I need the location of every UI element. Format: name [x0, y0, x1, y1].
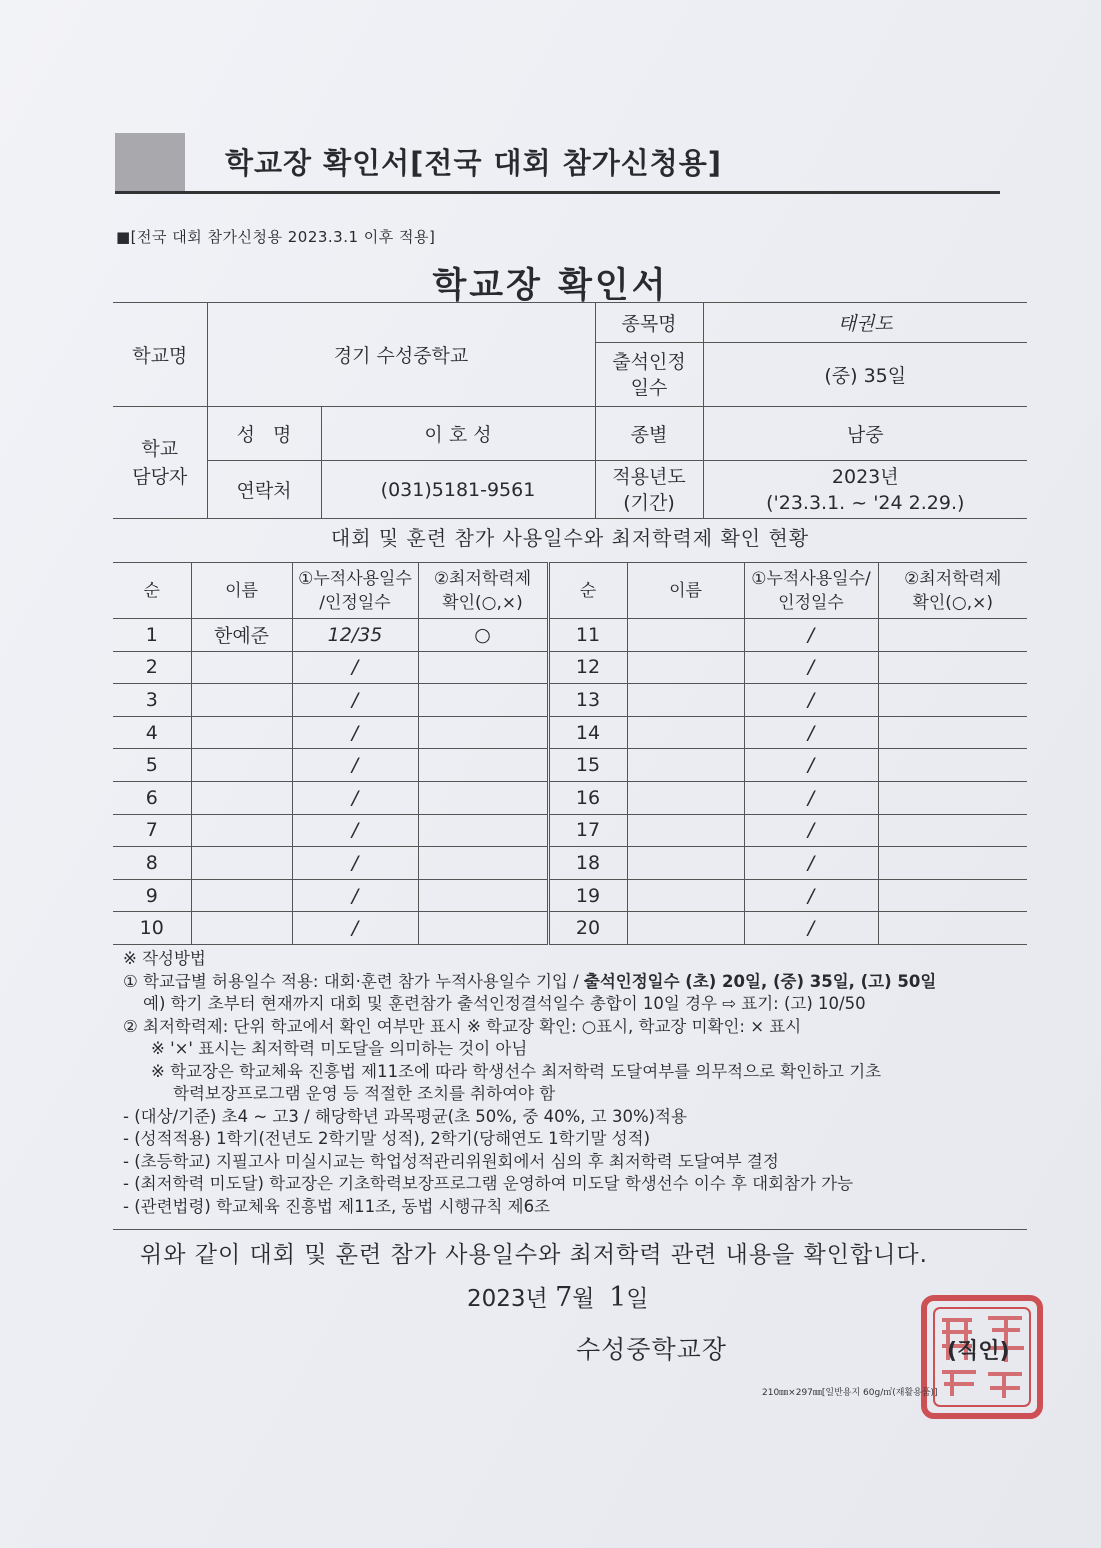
row-check-right: [878, 847, 1027, 880]
year-value: 2023년: [831, 465, 899, 488]
row-check: [418, 879, 548, 912]
row-check: ○: [418, 619, 548, 652]
writing-instructions: [123, 948, 1033, 1218]
col-check-right: ②최저학력제 확인(○,×): [878, 563, 1027, 619]
row-no: 1: [113, 619, 191, 652]
sport-label: 종목명: [595, 303, 703, 343]
status-table: [113, 562, 1027, 945]
note-detail-4: - (최저학력 미도달) 학교장은 기초학력보장프로그램 운영하여 미도달 학생선수 이수 후 대회참가 가능: [123, 1174, 854, 1193]
row-days: /: [292, 847, 418, 880]
title-underline: [115, 191, 1000, 194]
date-day-unit: 일: [626, 1286, 649, 1312]
form-title: 학교장 확인서[전국 대회 참가신청용]: [225, 146, 723, 180]
row-no-right: 14: [548, 716, 627, 749]
principal-title: 수성중학교장: [576, 1335, 727, 1364]
row-name-right: [627, 847, 744, 880]
form-title-bar: [115, 133, 1000, 193]
paper-size-note: 210㎜×297㎜[일반용지 60g/㎡(재활용품)]: [762, 1388, 938, 1398]
table-row: [113, 814, 1027, 847]
row-days: 12/35: [292, 619, 418, 652]
row-days: /: [292, 716, 418, 749]
row-check-right: [878, 619, 1027, 652]
status-heading: 대회 및 훈련 참가 사용일수와 최저학력제 확인 현황: [330, 526, 810, 550]
year-label: 적용년도 (기간): [595, 461, 703, 519]
row-no-right: 20: [548, 912, 627, 945]
note-1-text: ① 학교급별 허용일수 적용: 대회·훈련 참가 누적사용일수 기입 /: [123, 971, 584, 991]
row-name: [191, 684, 292, 717]
row-no: 8: [113, 847, 191, 880]
row-name-right: [627, 814, 744, 847]
school-info-table: [113, 302, 1027, 519]
phone-value: (031)5181-9561: [321, 461, 595, 519]
table-row: [113, 847, 1027, 880]
row-check: [418, 847, 548, 880]
row-days-right: /: [744, 879, 878, 912]
row-days-right: /: [744, 619, 878, 652]
row-days-right: /: [744, 912, 878, 945]
note-1-bold: 출석인정일수 (초) 20일, (중) 35일, (고) 50일: [583, 971, 937, 991]
applicability-note: ■[전국 대회 참가신청용 2023.3.1 이후 적용]: [116, 228, 436, 246]
table-row: [113, 619, 1027, 652]
school-value: 경기 수성중학교: [207, 303, 595, 407]
row-name: [191, 912, 292, 945]
table-row: [113, 912, 1027, 945]
row-days-right: /: [744, 716, 878, 749]
col-name-right: 이름: [627, 563, 744, 619]
row-check-right: [878, 749, 1027, 782]
page-title: 학교장 확인서: [432, 266, 669, 306]
note-detail-3: - (초등학교) 지필고사 미실시교는 학업성적관리위원회에서 심의 후 최저학력 도달여부 결정: [123, 1151, 779, 1171]
row-check-right: [878, 651, 1027, 684]
col-name: 이름: [191, 563, 292, 619]
school-label: 학교명: [113, 303, 207, 407]
date-month: 7: [555, 1282, 573, 1313]
row-check: [418, 651, 548, 684]
row-name-right: [627, 716, 744, 749]
row-no: 3: [113, 684, 191, 717]
attendance-value: (중) 35일: [703, 343, 1027, 407]
note-2-a: ※ '×' 표시는 최저학력 미도달을 의미하는 것이 아님: [151, 1039, 528, 1058]
table-row: [113, 879, 1027, 912]
table-row: [113, 749, 1027, 782]
row-days-right: /: [744, 781, 878, 814]
row-name-right: [627, 879, 744, 912]
sport-value: 태권도: [703, 303, 1027, 343]
row-days: /: [292, 814, 418, 847]
note-detail-1: - (대상/기준) 초4 ~ 고3 / 해당학년 과목평균(초 50%, 중 40%, 고 30%)적용: [123, 1106, 687, 1126]
row-check: [418, 684, 548, 717]
row-name: [191, 814, 292, 847]
col-no-right: 순: [548, 563, 627, 619]
row-check-right: [878, 716, 1027, 749]
row-check-right: [878, 814, 1027, 847]
note-1: [123, 971, 1033, 994]
gender-value: 남중: [703, 407, 1027, 461]
row-no: 4: [113, 716, 191, 749]
row-name: [191, 879, 292, 912]
row-check-right: [878, 781, 1027, 814]
status-header-row: [113, 563, 1027, 619]
row-name: [191, 749, 292, 782]
row-name: 한예준: [191, 619, 292, 652]
table-row: [113, 781, 1027, 814]
phone-label: 연락처: [207, 461, 321, 519]
row-check: [418, 814, 548, 847]
row-days: /: [292, 912, 418, 945]
row-check: [418, 781, 548, 814]
seal-label: (직인): [947, 1339, 1010, 1364]
row-days-right: /: [744, 847, 878, 880]
row-no-right: 16: [548, 781, 627, 814]
row-check-right: [878, 879, 1027, 912]
row-days-right: /: [744, 651, 878, 684]
row-no: 9: [113, 879, 191, 912]
col-days: ①누적사용일수 /인정일수: [292, 563, 418, 619]
date-day: 1: [609, 1282, 627, 1313]
year-period: ('23.3.1. ~ '24 2.29.): [766, 491, 965, 514]
note-detail-2: - (성적적용) 1학기(전년도 2학기말 성적), 2학기(당해연도 1학기말 성적): [123, 1129, 651, 1148]
row-name-right: [627, 651, 744, 684]
col-no: 순: [113, 563, 191, 619]
row-name-right: [627, 781, 744, 814]
row-check: [418, 716, 548, 749]
year-cell: [703, 461, 1027, 519]
name-label: 성 명: [207, 407, 321, 461]
contact-label: 학교 담당자: [113, 407, 207, 519]
note-detail-5: - (관련법령) 학교체육 진흥법 제11조, 동법 시행규칙 제6조: [123, 1196, 550, 1216]
row-no-right: 12: [548, 651, 627, 684]
note-2-b: ※ 학교장은 학교체육 진흥법 제11조에 따라 학생선수 최저학력 도달여부를 의무적으로 확인하고 기초: [151, 1061, 882, 1081]
row-name-right: [627, 684, 744, 717]
row-no: 2: [113, 651, 191, 684]
row-name: [191, 847, 292, 880]
row-days: /: [292, 781, 418, 814]
note-2: ② 최저학력제: 단위 학교에서 확인 여부만 표시 ※ 학교장 확인: ○표시, 학교장 미확인: × 표시: [123, 1016, 802, 1036]
title-gray-block: [115, 133, 185, 191]
issue-date: [467, 1280, 649, 1313]
row-days: /: [292, 749, 418, 782]
row-name: [191, 781, 292, 814]
table-row: [113, 684, 1027, 717]
row-name-right: [627, 749, 744, 782]
confirmation-statement: 위와 같이 대회 및 훈련 참가 사용일수와 최저학력 관련 내용을 확인합니다.: [140, 1242, 928, 1268]
note-1-example: 예) 학기 초부터 현재까지 대회 및 훈련참가 출석인정결석일수 총합이 10일 경우 ⇨ 표기: (고) 10/50: [143, 994, 866, 1013]
table-row: [113, 651, 1027, 684]
row-check: [418, 912, 548, 945]
row-days-right: /: [744, 749, 878, 782]
row-name: [191, 716, 292, 749]
row-no-right: 11: [548, 619, 627, 652]
row-name-right: [627, 619, 744, 652]
row-days-right: /: [744, 814, 878, 847]
notes-heading: ※ 작성방법: [123, 949, 206, 968]
row-no: 7: [113, 814, 191, 847]
row-check: [418, 749, 548, 782]
date-month-unit: 월: [572, 1286, 595, 1312]
row-no-right: 18: [548, 847, 627, 880]
note-2-b-cont: 학력보장프로그램 운영 등 적절한 조치를 취하여야 함: [173, 1084, 556, 1103]
date-year: 2023년: [467, 1286, 548, 1312]
row-days-right: /: [744, 684, 878, 717]
row-days: /: [292, 684, 418, 717]
row-no: 10: [113, 912, 191, 945]
row-no-right: 13: [548, 684, 627, 717]
name-value: 이 호 성: [321, 407, 595, 461]
row-name-right: [627, 912, 744, 945]
row-check-right: [878, 684, 1027, 717]
row-check-right: [878, 912, 1027, 945]
row-days: /: [292, 879, 418, 912]
row-days: /: [292, 651, 418, 684]
gender-label: 종별: [595, 407, 703, 461]
row-no-right: 17: [548, 814, 627, 847]
notes-divider: [113, 1229, 1027, 1230]
col-days-right: ①누적사용일수/ 인정일수: [744, 563, 878, 619]
col-check: ②최저학력제 확인(○,×): [418, 563, 548, 619]
row-no-right: 15: [548, 749, 627, 782]
attendance-label: 출석인정 일수: [595, 343, 703, 407]
table-row: [113, 716, 1027, 749]
row-name: [191, 651, 292, 684]
row-no-right: 19: [548, 879, 627, 912]
row-no: 5: [113, 749, 191, 782]
row-no: 6: [113, 781, 191, 814]
